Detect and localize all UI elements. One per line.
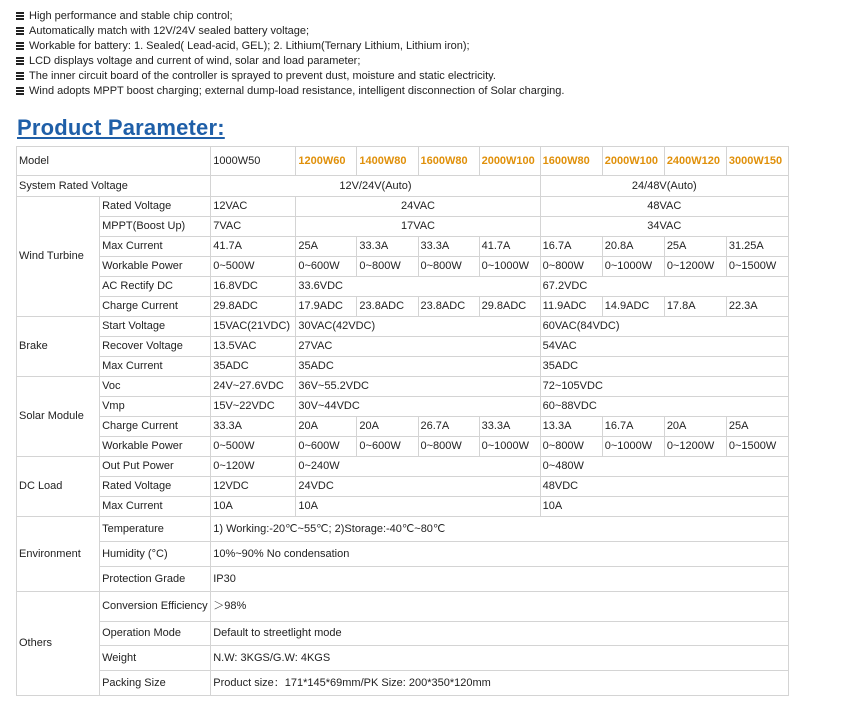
table-cell: 25A [726, 417, 788, 437]
list-bullet-icon [16, 42, 24, 50]
list-bullet-icon [16, 72, 24, 80]
parameter-table [16, 146, 789, 696]
table-cell: 0~800W [540, 437, 602, 457]
row-label: Protection Grade [100, 567, 211, 592]
table-cell: 60~88VDC [540, 397, 788, 417]
table-cell: 0~500W [211, 437, 296, 457]
model-cell: 1400W80 [357, 147, 418, 176]
table-row [17, 477, 789, 497]
table-cell: 48VAC [540, 197, 788, 217]
row-label: System Rated Voltage [17, 176, 211, 197]
table-cell: 34VAC [540, 217, 788, 237]
table-cell: 0~1000W [602, 257, 664, 277]
group-label: Environment [17, 517, 100, 592]
table-row [17, 592, 789, 622]
row-label: Workable Power [100, 437, 211, 457]
table-cell: 0~800W [418, 437, 479, 457]
table-row [17, 176, 789, 197]
table-row [17, 337, 789, 357]
table-cell: 23.8ADC [357, 297, 418, 317]
table-cell: 0~480W [540, 457, 788, 477]
section-title: Product Parameter: [17, 115, 225, 140]
model-cell: 2000W100 [479, 147, 540, 176]
feature-item [16, 39, 836, 54]
table-cell: 60VAC(84VDC) [540, 317, 788, 337]
table-cell: 25A [664, 237, 726, 257]
row-label: Max Current [100, 497, 211, 517]
table-cell: 20.8A [602, 237, 664, 257]
table-cell: 10%~90% No condensation [211, 542, 789, 567]
table-row [17, 437, 789, 457]
table-cell: 29.8ADC [479, 297, 540, 317]
table-cell: 0~600W [296, 257, 357, 277]
table-cell: 0~600W [357, 437, 418, 457]
table-cell: 23.8ADC [418, 297, 479, 317]
table-cell: 13.3A [540, 417, 602, 437]
table-cell: 20A [357, 417, 418, 437]
table-row [17, 457, 789, 477]
table-row [17, 646, 789, 671]
table-row [17, 671, 789, 696]
table-cell: 35ADC [296, 357, 540, 377]
row-label: Max Current [100, 237, 211, 257]
table-row [17, 377, 789, 397]
row-label: Rated Voltage [100, 477, 211, 497]
table-cell: 0~1200W [664, 257, 726, 277]
row-label: Vmp [100, 397, 211, 417]
list-bullet-icon [16, 57, 24, 65]
table-cell: 17.8A [664, 297, 726, 317]
table-cell: 0~1500W [726, 257, 788, 277]
table-cell: 35ADC [211, 357, 296, 377]
row-label: Voc [100, 377, 211, 397]
feature-item [16, 84, 836, 99]
row-label: Workable Power [100, 257, 211, 277]
feature-item [16, 24, 836, 39]
row-label: Start Voltage [100, 317, 211, 337]
table-row [17, 317, 789, 337]
feature-item [16, 69, 836, 84]
feature-text: Automatically match with 12V/24V sealed battery voltage; [29, 24, 310, 37]
table-cell: 33.3A [418, 237, 479, 257]
table-row [17, 257, 789, 277]
table-cell: 0~1200W [664, 437, 726, 457]
table-cell: 48VDC [540, 477, 788, 497]
row-label: Temperature [100, 517, 211, 542]
table-cell: 29.8ADC [211, 297, 296, 317]
feature-item [16, 54, 836, 69]
table-cell: 30VAC(42VDC) [296, 317, 540, 337]
table-cell: 12VDC [211, 477, 296, 497]
table-cell: 31.25A [726, 237, 788, 257]
table-cell: 25A [296, 237, 357, 257]
model-cell: 1600W80 [540, 147, 602, 176]
table-cell: 15VAC(21VDC) [211, 317, 296, 337]
row-label: MPPT(Boost Up) [100, 217, 211, 237]
table-cell: 7VAC [211, 217, 296, 237]
list-bullet-icon [16, 87, 24, 95]
table-cell: 35ADC [540, 357, 788, 377]
table-cell: 33.3A [479, 417, 540, 437]
table-cell: 72~105VDC [540, 377, 788, 397]
table-cell: 36V~55.2VDC [296, 377, 540, 397]
table-row [17, 297, 789, 317]
table-row [17, 567, 789, 592]
table-cell: IP30 [211, 567, 789, 592]
table-cell: ＞98% [211, 592, 789, 622]
table-cell: 20A [296, 417, 357, 437]
feature-text: High performance and stable chip control; [29, 10, 233, 22]
table-cell: Product size：171*145*69mm/PK Size: 200*350*120mm [211, 671, 789, 696]
table-cell: 30V~44VDC [296, 397, 540, 417]
table-cell: 0~1000W [602, 437, 664, 457]
table-cell: 24VAC [296, 197, 540, 217]
table-cell: 0~1000W [479, 257, 540, 277]
table-cell: 0~800W [540, 257, 602, 277]
table-cell: 24V~27.6VDC [211, 377, 296, 397]
feature-text: LCD displays voltage and current of wind, solar and load parameter; [29, 54, 361, 67]
table-cell: 67.2VDC [540, 277, 788, 297]
table-cell: 26.7A [418, 417, 479, 437]
feature-text: The inner circuit board of the controller is sprayed to prevent dust, moisture and static electricity. [29, 69, 496, 82]
table-cell: 0~1500W [726, 437, 788, 457]
row-label: Model [17, 147, 211, 176]
table-row [17, 517, 789, 542]
table-row [17, 397, 789, 417]
model-cell: 1200W60 [296, 147, 357, 176]
model-cell: 1600W80 [418, 147, 479, 176]
table-cell: 0~600W [296, 437, 357, 457]
table-cell: 24VDC [296, 477, 540, 497]
table-cell: 0~800W [418, 257, 479, 277]
table-row [17, 237, 789, 257]
table-cell: 1) Working:-20℃~55℃; 2)Storage:-40℃~80℃ [211, 517, 789, 542]
table-cell: 11.9ADC [540, 297, 602, 317]
table-cell: 17.9ADC [296, 297, 357, 317]
table-cell: 13.5VAC [211, 337, 296, 357]
row-label: Conversion Efficiency [100, 592, 211, 622]
model-cell: 1000W50 [211, 147, 296, 176]
model-cell: 3000W150 [726, 147, 788, 176]
table-cell: 10A [296, 497, 540, 517]
row-label: Recover Voltage [100, 337, 211, 357]
table-cell: 0~500W [211, 257, 296, 277]
table-cell: Default to streetlight mode [211, 622, 789, 646]
feature-list [16, 9, 836, 98]
table-cell: 33.6VDC [296, 277, 540, 297]
table-row [17, 357, 789, 377]
group-label: Others [17, 592, 100, 696]
table-row [17, 217, 789, 237]
feature-item [16, 9, 836, 24]
list-bullet-icon [16, 12, 24, 20]
table-cell: 16.8VDC [211, 277, 296, 297]
table-cell: 33.3A [357, 237, 418, 257]
row-label: Charge Current [100, 297, 211, 317]
group-label: DC Load [17, 457, 100, 517]
table-cell: 41.7A [479, 237, 540, 257]
table-row [17, 197, 789, 217]
group-label: Wind Turbine [17, 197, 100, 317]
table-cell: 0~1000W [479, 437, 540, 457]
row-label: Operation Mode [100, 622, 211, 646]
list-bullet-icon [16, 27, 24, 35]
model-cell: 2000W100 [602, 147, 664, 176]
feature-text: Wind adopts MPPT boost charging; external dump-load resistance, intelligent disconnection of Solar charging. [29, 84, 565, 97]
table-cell: 17VAC [296, 217, 540, 237]
row-label: AC Rectify DC [100, 277, 211, 297]
table-cell: 41.7A [211, 237, 296, 257]
table-cell: 22.3A [726, 297, 788, 317]
row-label: Max Current [100, 357, 211, 377]
table-cell: 10A [211, 497, 296, 517]
table-cell: 54VAC [540, 337, 788, 357]
table-row [17, 277, 789, 297]
row-label: Out Put Power [100, 457, 211, 477]
model-cell: 2400W120 [664, 147, 726, 176]
table-cell: 16.7A [540, 237, 602, 257]
table-cell: 33.3A [211, 417, 296, 437]
row-label: Rated Voltage [100, 197, 211, 217]
table-row [17, 147, 789, 176]
table-cell: N.W: 3KGS/G.W: 4KGS [211, 646, 789, 671]
table-cell: 20A [664, 417, 726, 437]
table-cell: 14.9ADC [602, 297, 664, 317]
table-cell: 16.7A [602, 417, 664, 437]
table-row [17, 622, 789, 646]
row-label: Packing Size [100, 671, 211, 696]
row-label: Weight [100, 646, 211, 671]
feature-text: Workable for battery: 1. Sealed( Lead-acid, GEL); 2. Lithium(Ternary Lithium, Lithium iron); [29, 39, 470, 52]
group-label: Brake [17, 317, 100, 377]
table-row [17, 497, 789, 517]
table-cell: 12V/24V(Auto) [211, 176, 540, 197]
table-row [17, 542, 789, 567]
row-label: Humidity (°C) [100, 542, 211, 567]
table-cell: 24/48V(Auto) [540, 176, 788, 197]
table-row [17, 417, 789, 437]
table-cell: 12VAC [211, 197, 296, 217]
table-cell: 15V~22VDC [211, 397, 296, 417]
group-label: Solar Module [17, 377, 100, 457]
table-cell: 0~120W [211, 457, 296, 477]
table-cell: 10A [540, 497, 788, 517]
row-label: Charge Current [100, 417, 211, 437]
table-cell: 0~240W [296, 457, 540, 477]
table-cell: 27VAC [296, 337, 540, 357]
table-cell: 0~800W [357, 257, 418, 277]
